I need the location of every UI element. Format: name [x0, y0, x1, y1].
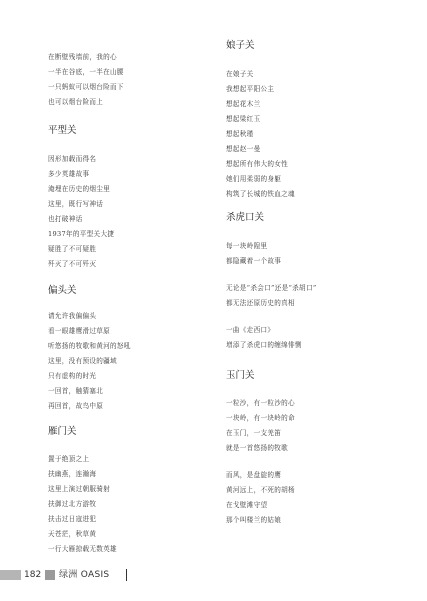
page-footer	[0, 568, 427, 582]
footer-divider	[126, 569, 127, 581]
poem-line: 一只蚂蚁可以烟台险而下	[48, 83, 124, 91]
section-title-pingxing: 平型关	[48, 125, 77, 136]
poem-line: 天苍茫，秋草黄	[48, 530, 97, 538]
poem-line: 淹埋在历史的烟尘里	[48, 185, 111, 193]
poem-line: 这里，没有预设的疆域	[48, 357, 117, 365]
poem-line: 歼灭了不可歼灭	[48, 260, 97, 268]
poem-line: 想起赵一曼	[226, 145, 261, 153]
poem-line: 就是一首悠扬的牧歌	[226, 444, 289, 452]
poem-line: 一曲《走西口》	[226, 326, 275, 334]
poem-line: 一块岭，有一块岭的命	[226, 414, 295, 422]
poem-line: 我想起平阳公主	[226, 85, 275, 93]
poem-line: 因形加载而得名	[48, 155, 97, 163]
poem-line: 也打破神话	[48, 215, 83, 223]
poem-line: 在断壁残墙前，我的心	[48, 53, 117, 61]
poem-line: 都隐藏着一个故事	[226, 257, 282, 265]
poem-line: 1937年的平型关大捷	[48, 230, 115, 238]
poem-line: 黄河远上，不死的胡杨	[226, 486, 295, 494]
poem-line: 这里上演过朝服骑射	[48, 485, 111, 493]
poem-line: 扶击过日寇进犯	[48, 515, 97, 523]
poem-line: 一粒沙，有一粒沙的心	[226, 399, 295, 407]
poem-line: 构筑了长城的铁血之魂	[226, 190, 295, 198]
poem-line: 都无法还原历史的真相	[226, 299, 295, 307]
section-title-shahu: 杀虎口关	[226, 212, 265, 223]
poem-line: 看一眼雄鹰滑过草原	[48, 327, 111, 335]
footer-square	[45, 570, 55, 580]
poem-line: 在娘子关	[226, 70, 254, 78]
poem-line: 扶御过北方游牧	[48, 500, 97, 508]
poem-line: 一行大雁掠载无数英雄	[48, 545, 117, 553]
poem-line: 想起所有伟大的女性	[226, 160, 289, 168]
poem-line: 每一块岭隍里	[226, 242, 268, 250]
poem-line: 听悠扬的牧歌和黄河的怒吼	[48, 342, 131, 350]
poem-line: 多少英雄故事	[48, 170, 90, 178]
poem-line: 增添了杀虎口的缠绵悱恻	[226, 341, 302, 349]
poem-line: 疑胜了不可疑胜	[48, 245, 97, 253]
poem-line: 在玉门，一支羌笛	[226, 429, 282, 437]
poem-line: 想起花木兰	[226, 100, 261, 108]
poem-line: 扶幽燕，连瀚海	[48, 470, 97, 478]
poem-line: 无论是“杀会口”还是“杀胡口”	[226, 284, 317, 292]
poem-line: 想起秋瑾	[226, 130, 254, 138]
poem-line: 只有虚构的时光	[48, 372, 97, 380]
poem-line: 那个叫楼兰的姑娘	[226, 516, 282, 524]
poem-line: 而风，是盘旋的鹰	[226, 471, 282, 479]
poem-line: 置于绝顶之上	[48, 455, 90, 463]
poem-line: 想起梁红玉	[226, 115, 261, 123]
poem-line: 请允许我偏偏头	[48, 312, 97, 320]
section-title-niangzi: 娘子关	[226, 40, 255, 51]
page-number: 182	[24, 570, 42, 580]
poem-line: 在戈壁滩守望	[226, 501, 268, 509]
poem-line: 一半在谷底，一半在山腰	[48, 68, 124, 76]
section-title-yanmen: 雁门关	[48, 426, 77, 437]
footer-bar	[0, 570, 21, 580]
magazine-name: 绿洲 OASIS	[59, 570, 110, 580]
section-title-yumen: 玉门关	[226, 370, 255, 381]
section-title-piantou: 偏头关	[48, 285, 77, 296]
poem-line: 再回首，故鸟中原	[48, 402, 104, 410]
poem-line: 这里，既行写神话	[48, 200, 104, 208]
poem-line: 一回首，触猜塞北	[48, 387, 104, 395]
poem-line: 她们用柔弱的身躯	[226, 175, 282, 183]
poem-line: 也可以烟台险而上	[48, 98, 104, 106]
